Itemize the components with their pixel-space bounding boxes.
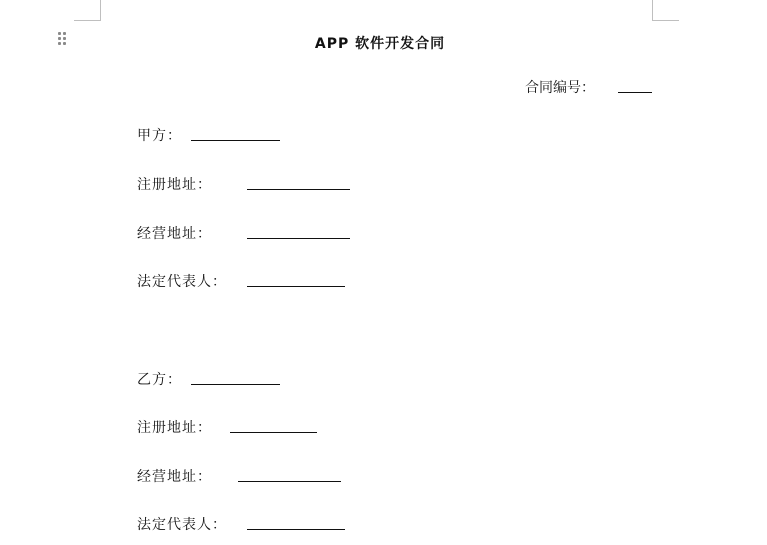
margin-corner-left bbox=[74, 0, 101, 21]
party-a-legal-rep-blank[interactable] bbox=[247, 286, 345, 287]
party-b-registered-address-label: 注册地址： bbox=[137, 420, 212, 436]
contract-number-label: 合同编号： bbox=[525, 80, 595, 96]
party-a-business-address-label: 经营地址： bbox=[137, 226, 212, 242]
party-a-legal-rep-label: 法定代表人： bbox=[137, 274, 227, 290]
party-b-business-address-label: 经营地址： bbox=[137, 469, 212, 485]
margin-corner-right bbox=[652, 0, 679, 21]
party-a-label: 甲方： bbox=[137, 128, 182, 144]
party-a-business-address-blank[interactable] bbox=[247, 238, 350, 239]
party-b-legal-rep-label: 法定代表人： bbox=[137, 517, 227, 533]
document-title: APP 软件开发合同 bbox=[314, 36, 446, 52]
party-a-registered-address-blank[interactable] bbox=[247, 189, 350, 190]
party-b-registered-address-blank[interactable] bbox=[230, 432, 317, 433]
party-b-business-address-blank[interactable] bbox=[238, 481, 341, 482]
party-b-label: 乙方： bbox=[137, 372, 182, 388]
drag-handle-icon[interactable] bbox=[57, 31, 69, 47]
contract-number-blank[interactable] bbox=[618, 92, 652, 93]
party-a-registered-address-label: 注册地址： bbox=[137, 177, 212, 193]
party-a-blank[interactable] bbox=[191, 140, 280, 141]
party-b-legal-rep-blank[interactable] bbox=[247, 529, 345, 530]
party-b-blank[interactable] bbox=[191, 384, 280, 385]
